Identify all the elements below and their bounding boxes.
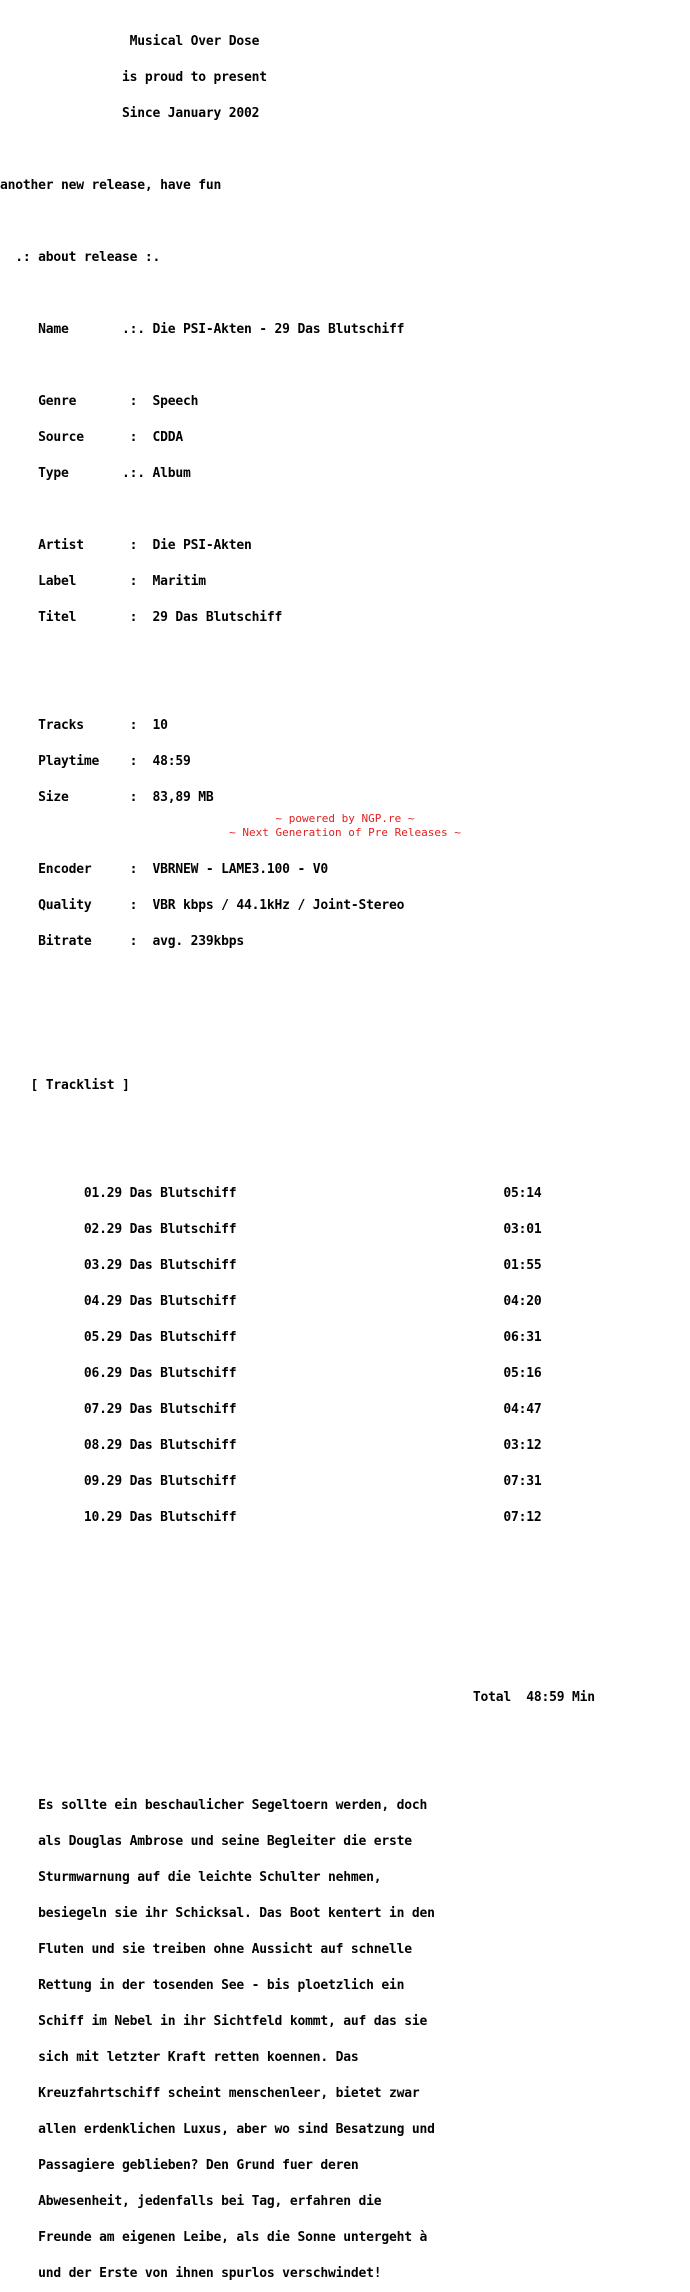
blank-line [0,972,595,984]
nfo-text [0,12,595,2292]
info-titel: Titel : 29 Das Blutschiff [0,610,283,625]
track-row: 07.29 Das Blutschiff 04:47 [0,1402,542,1417]
header-line-2: is proud to present [0,70,267,85]
description-line: Kreuzfahrtschiff scheint menschenleer, bietet zwar [0,2086,420,2101]
description-line: Rettung in der tosenden See - bis ploetzlich ein [0,1978,405,1993]
blank-line [0,1620,595,1632]
track-row: 10.29 Das Blutschiff 07:12 [0,1510,542,1525]
tracklist-heading: [ Tracklist ] [0,1078,130,1093]
info-tracks: Tracks : 10 [0,718,168,733]
blank-line [0,1584,595,1596]
description-line: Passagiere geblieben? Den Grund fuer deren [0,2158,359,2173]
release-greeting: another new release, have fun [0,178,222,193]
blank-line [0,1152,595,1164]
track-row: 03.29 Das Blutschiff 01:55 [0,1258,542,1273]
description-line: Freunde am eigenen Leibe, als die Sonne untergeht à [0,2230,428,2245]
blank-line [0,648,595,660]
footer-tagline: ~ Next Generation of Pre Releases ~ [229,826,461,839]
blank-line [0,144,595,156]
description-line: allen erdenklichen Luxus, aber wo sind Besatzung und [0,2122,435,2137]
track-row: 06.29 Das Blutschiff 05:16 [0,1366,542,1381]
description-line: und der Erste von ihnen spurlos verschwindet! [0,2266,382,2281]
description-line: Abwesenheit, jedenfalls bei Tag, erfahren die [0,2194,382,2209]
description-line: als Douglas Ambrose und seine Begleiter die erste [0,1834,412,1849]
about-release-heading: .: about release :. [0,250,161,265]
info-label: Label : Maritim [0,574,206,589]
info-bitrate: Bitrate : avg. 239kbps [0,934,245,949]
header-line-1: Musical Over Dose [0,34,260,49]
info-encoder: Encoder : VBRNEW - LAME3.100 - V0 [0,862,328,877]
description-line: Es sollte ein beschaulicher Segeltoern werden, doch [0,1798,428,1813]
total-playtime: Total 48:59 Min [0,1690,595,1705]
blank-line [0,684,595,696]
blank-line [0,1044,595,1056]
blank-line [0,1116,595,1128]
info-artist: Artist : Die PSI-Akten [0,538,252,553]
blank-line [0,1548,595,1560]
blank-line [0,288,595,300]
track-row: 08.29 Das Blutschiff 03:12 [0,1438,542,1453]
blank-line [0,504,595,516]
blank-line [0,216,595,228]
info-size: Size : 83,89 MB [0,790,214,805]
track-row: 02.29 Das Blutschiff 03:01 [0,1222,542,1237]
description-line: Sturmwarnung auf die leichte Schulter nehmen, [0,1870,382,1885]
description-line: Schiff im Nebel in ihr Sichtfeld kommt, auf das sie [0,2014,428,2029]
blank-line [0,1728,595,1740]
blank-line [0,1764,595,1776]
description-line: Fluten und sie treiben ohne Aussicht auf schnelle [0,1942,412,1957]
track-row: 09.29 Das Blutschiff 07:31 [0,1474,542,1489]
info-name: Name .:. Die PSI-Akten - 29 Das Blutschiff [0,322,405,337]
track-row: 05.29 Das Blutschiff 06:31 [0,1330,542,1345]
info-playtime: Playtime : 48:59 [0,754,191,769]
blank-line [0,1008,595,1020]
blank-line [0,360,595,372]
header-line-3: Since January 2002 [0,106,260,121]
description-line: sich mit letzter Kraft retten koennen. Das [0,2050,359,2065]
info-quality: Quality : VBR kbps / 44.1kHz / Joint-Stereo [0,898,405,913]
info-genre: Genre : Speech [0,394,199,409]
track-row: 04.29 Das Blutschiff 04:20 [0,1294,542,1309]
track-row: 01.29 Das Blutschiff 05:14 [0,1186,542,1201]
blank-line [0,1656,595,1668]
description-line: besiegeln sie ihr Schicksal. Das Boot kentert in den [0,1906,435,1921]
info-type: Type .:. Album [0,466,191,481]
powered-by-link[interactable]: ~ powered by NGP.re ~ [275,812,415,825]
info-source: Source : CDDA [0,430,184,445]
